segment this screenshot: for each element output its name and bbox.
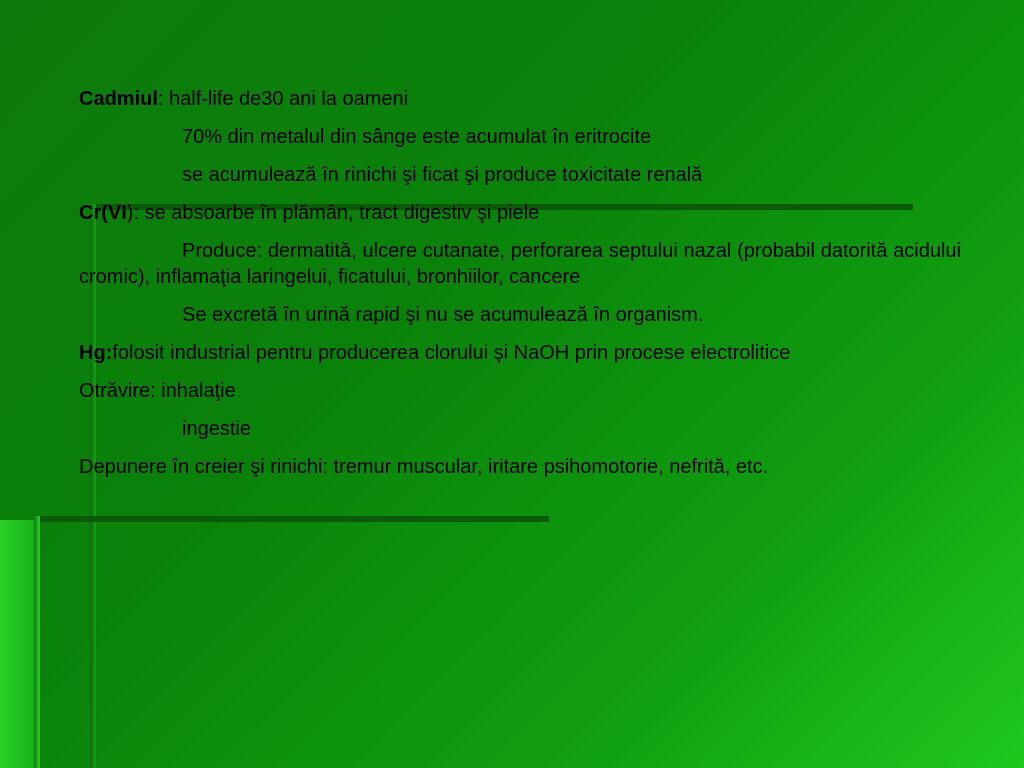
background-glow bbox=[0, 520, 34, 768]
mercury-line bbox=[79, 340, 961, 366]
poisoning-route-2: ingestie bbox=[182, 418, 251, 440]
decorative-line-vertical-left bbox=[34, 516, 40, 768]
chromium-line bbox=[79, 200, 961, 226]
decorative-line-bottom bbox=[34, 516, 549, 522]
mercury-text: folosit industrial pentru producerea clorului şi NaOH prin procese electrolitice bbox=[112, 342, 791, 364]
cadmium-point-2: se acumulează în rinichi şi ficat şi produce toxicitate renală bbox=[182, 164, 703, 186]
chromium-text: ): se absoarbe în plămân, tract digestiv şi piele bbox=[126, 202, 540, 224]
deposition-line: Depunere în creier şi rinichi: tremur muscular, iritare psihomotorie, nefrită, etc. bbox=[79, 456, 769, 478]
chromium-label: Cr(VI bbox=[79, 202, 127, 224]
cadmium-label: Cadmiul bbox=[79, 88, 158, 110]
chromium-excretion: Se excretă în urină rapid şi nu se acumulează în organism. bbox=[182, 304, 704, 326]
chromium-effects: Produce: dermatită, ulcere cutanate, perforarea septului nazal (probabil datorită acidului cromic), inflamaţia laringelui, ficatului, bronhiilor, cancere bbox=[79, 240, 961, 288]
mercury-label: Hg: bbox=[79, 342, 113, 364]
cadmium-text: : half-life de30 ani la oameni bbox=[157, 88, 409, 110]
slide-content bbox=[79, 86, 961, 492]
poisoning-line: Otrăvire: inhalaţie bbox=[79, 380, 236, 402]
cadmium-line bbox=[79, 86, 961, 112]
cadmium-point-1: 70% din metalul din sânge este acumulat în eritrocite bbox=[182, 126, 652, 148]
